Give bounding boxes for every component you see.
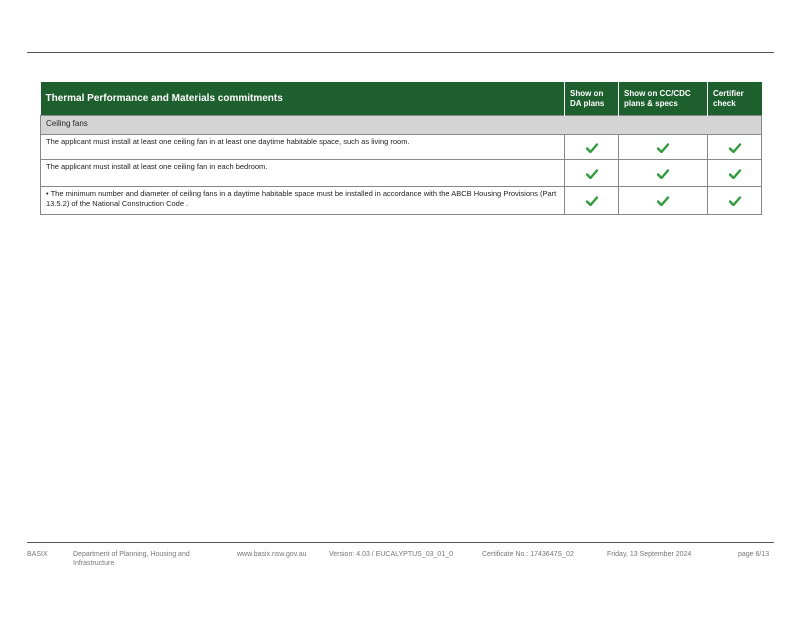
checkmark-icon <box>586 143 598 153</box>
cc-plans-cell <box>619 187 708 215</box>
certifier-cell <box>708 160 762 187</box>
da-plans-cell <box>565 187 619 215</box>
da-plans-cell <box>565 135 619 160</box>
cc-plans-cell <box>619 135 708 160</box>
checkmark-icon <box>729 143 741 153</box>
section-title: Ceiling fans <box>41 116 762 135</box>
certifier-cell <box>708 135 762 160</box>
table-row <box>41 135 762 160</box>
footer-basix: BASIX <box>27 551 48 558</box>
table-row <box>41 160 762 187</box>
checkmark-icon <box>657 169 669 179</box>
da-plans-cell <box>565 160 619 187</box>
top-divider <box>27 52 774 53</box>
checkmark-icon <box>729 196 741 206</box>
certifier-cell <box>708 187 762 215</box>
section-row <box>41 116 762 135</box>
table-title: Thermal Performance and Materials commitments <box>41 82 565 116</box>
checkmark-icon <box>729 169 741 179</box>
table-row <box>41 187 762 215</box>
checkmark-icon <box>586 169 598 179</box>
cc-plans-cell <box>619 160 708 187</box>
footer-website[interactable]: www.basix.nsw.gov.au <box>237 551 307 558</box>
footer-page-number: page 6/13 <box>738 551 770 558</box>
footer-date: Friday, 13 September 2024 <box>607 551 692 558</box>
commitment-text: The applicant must install at least one ceiling fan in at least one daytime habitable space, such as living room. <box>41 135 565 160</box>
footer-divider <box>27 542 774 543</box>
checkmark-icon <box>657 143 669 153</box>
column-header-da-plans: Show on DA plans <box>565 82 619 116</box>
footer-certificate: Certificate No.: 1743647S_02 <box>482 551 574 558</box>
column-header-certifier: Certifier check <box>708 82 762 116</box>
footer-version: Version: 4.03 / EUCALYPTUS_03_01_0 <box>329 551 454 558</box>
checkmark-icon <box>586 196 598 206</box>
column-header-cc-plans: Show on CC/CDC plans & specs <box>619 82 708 116</box>
table-header-row <box>41 82 762 116</box>
commitment-text: The applicant must install at least one ceiling fan in each bedroom. <box>41 160 565 187</box>
commitments-table <box>40 82 762 215</box>
checkmark-icon <box>657 196 669 206</box>
footer-department: Department of Planning, Housing and Infrastructure <box>73 551 190 567</box>
commitment-text: • The minimum number and diameter of ceiling fans in a daytime habitable space must be installed in accordance with the ABCB Housing Provisions (Part 13.5.2) of the National Construction Code . <box>41 187 565 215</box>
